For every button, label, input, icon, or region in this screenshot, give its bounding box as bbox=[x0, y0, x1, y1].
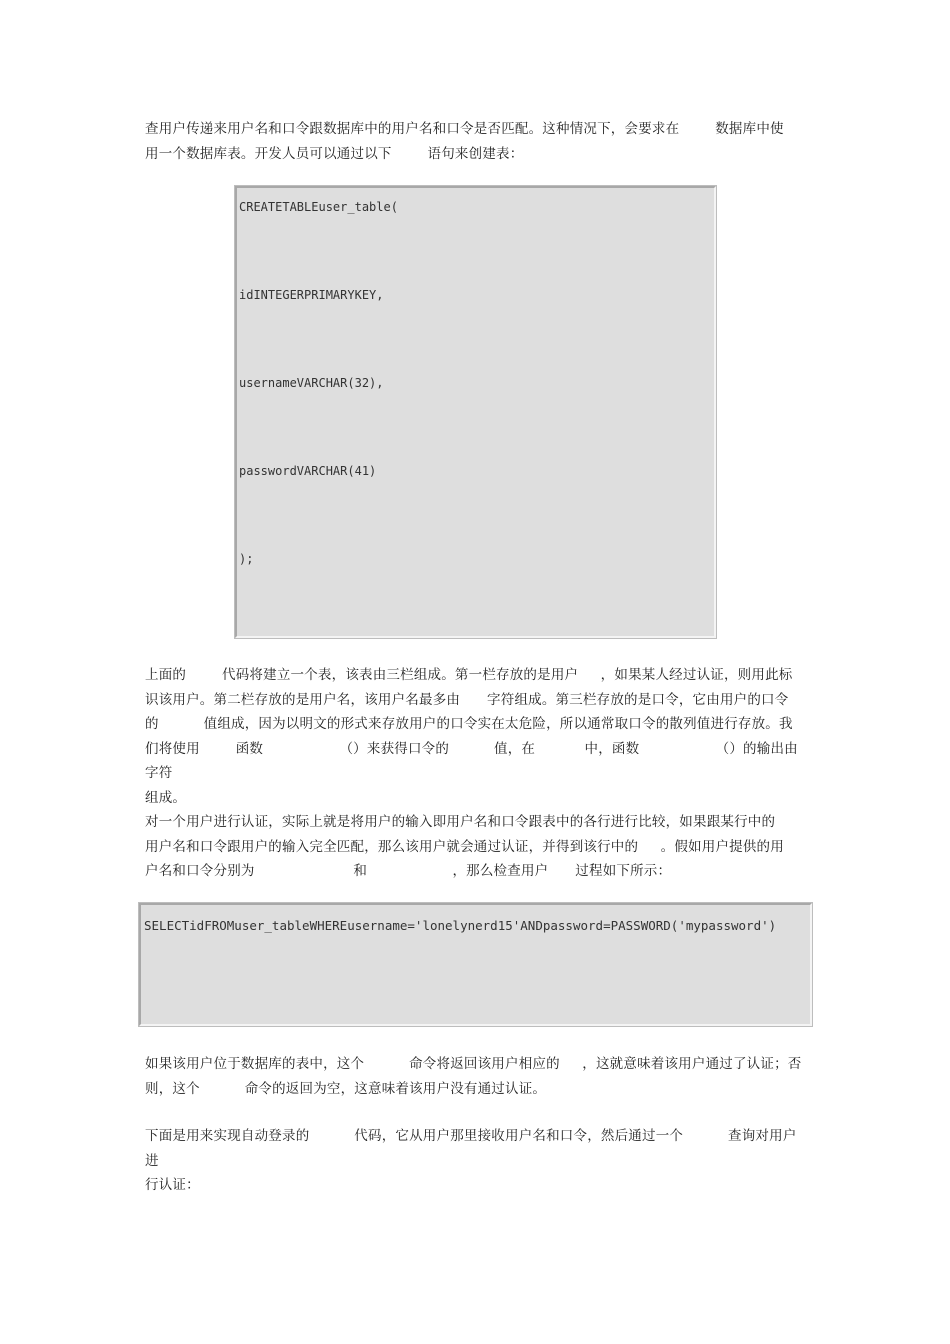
code-line: usernameVARCHAR(32), bbox=[239, 376, 384, 390]
code-line: ); bbox=[239, 552, 254, 566]
create-table-code-block bbox=[235, 186, 716, 638]
paragraph-authentication: 对一个用户进行认证，实际上就是将用户的输入即用户名和口令跟表中的各行进行比较，如果跟某行中的 用户名和口令跟用户的输入完全匹配，那么该用户就会通过认证，并得到该行中的 。假如用户提供的用 户名和口令分别为 和 ，那么检查用户 过程如下所示： bbox=[145, 814, 784, 879]
paragraph-table-description: 上面的 代码将建立一个表，该表由三栏组成。第一栏存放的是用户 ，如果某人经过认证，则用此标 识该用户。第二栏存放的是用户名，该用户名最多由 字符组成。第三栏存放的是口令，它由用户的口令 的 值组成，因为以明文的形式来存放用户的口令实在太危险，所以通常取口令的散列值进行存放。我 们将使用 函数 （）来获得口令的 值，在 中，函数 （）的输出由 字符 组成。 bbox=[145, 667, 798, 806]
paragraph-intro: 查用户传递来用户名和口令跟数据库中的用户名和口令是否匹配。这种情况下，会要求在 数据库中使 用一个数据库表。开发人员可以通过以下 语句来创建表： bbox=[145, 121, 784, 162]
code-line: passwordVARCHAR(41) bbox=[239, 464, 377, 478]
select-query-code: SELECTidFROMuser_tableWHEREusername='lonelynerd15'ANDpassword=PASSWORD('mypassword') bbox=[144, 918, 777, 933]
paragraph-auto-login: 下面是用来实现自动登录的 代码，它从用户那里接收用户名和口令，然后通过一个 查询对用户进 行认证： bbox=[145, 1128, 797, 1193]
code-line: CREATETABLEuser_table( bbox=[239, 200, 398, 214]
select-query-code-block bbox=[139, 903, 812, 1026]
code-line: idINTEGERPRIMARYKEY, bbox=[239, 288, 384, 302]
paragraph-select-result: 如果该用户位于数据库的表中，这个 命令将返回该用户相应的 ，这就意味着该用户通过了认证；否 则，这个 命令的返回为空，这意味着该用户没有通过认证。 bbox=[145, 1056, 802, 1097]
